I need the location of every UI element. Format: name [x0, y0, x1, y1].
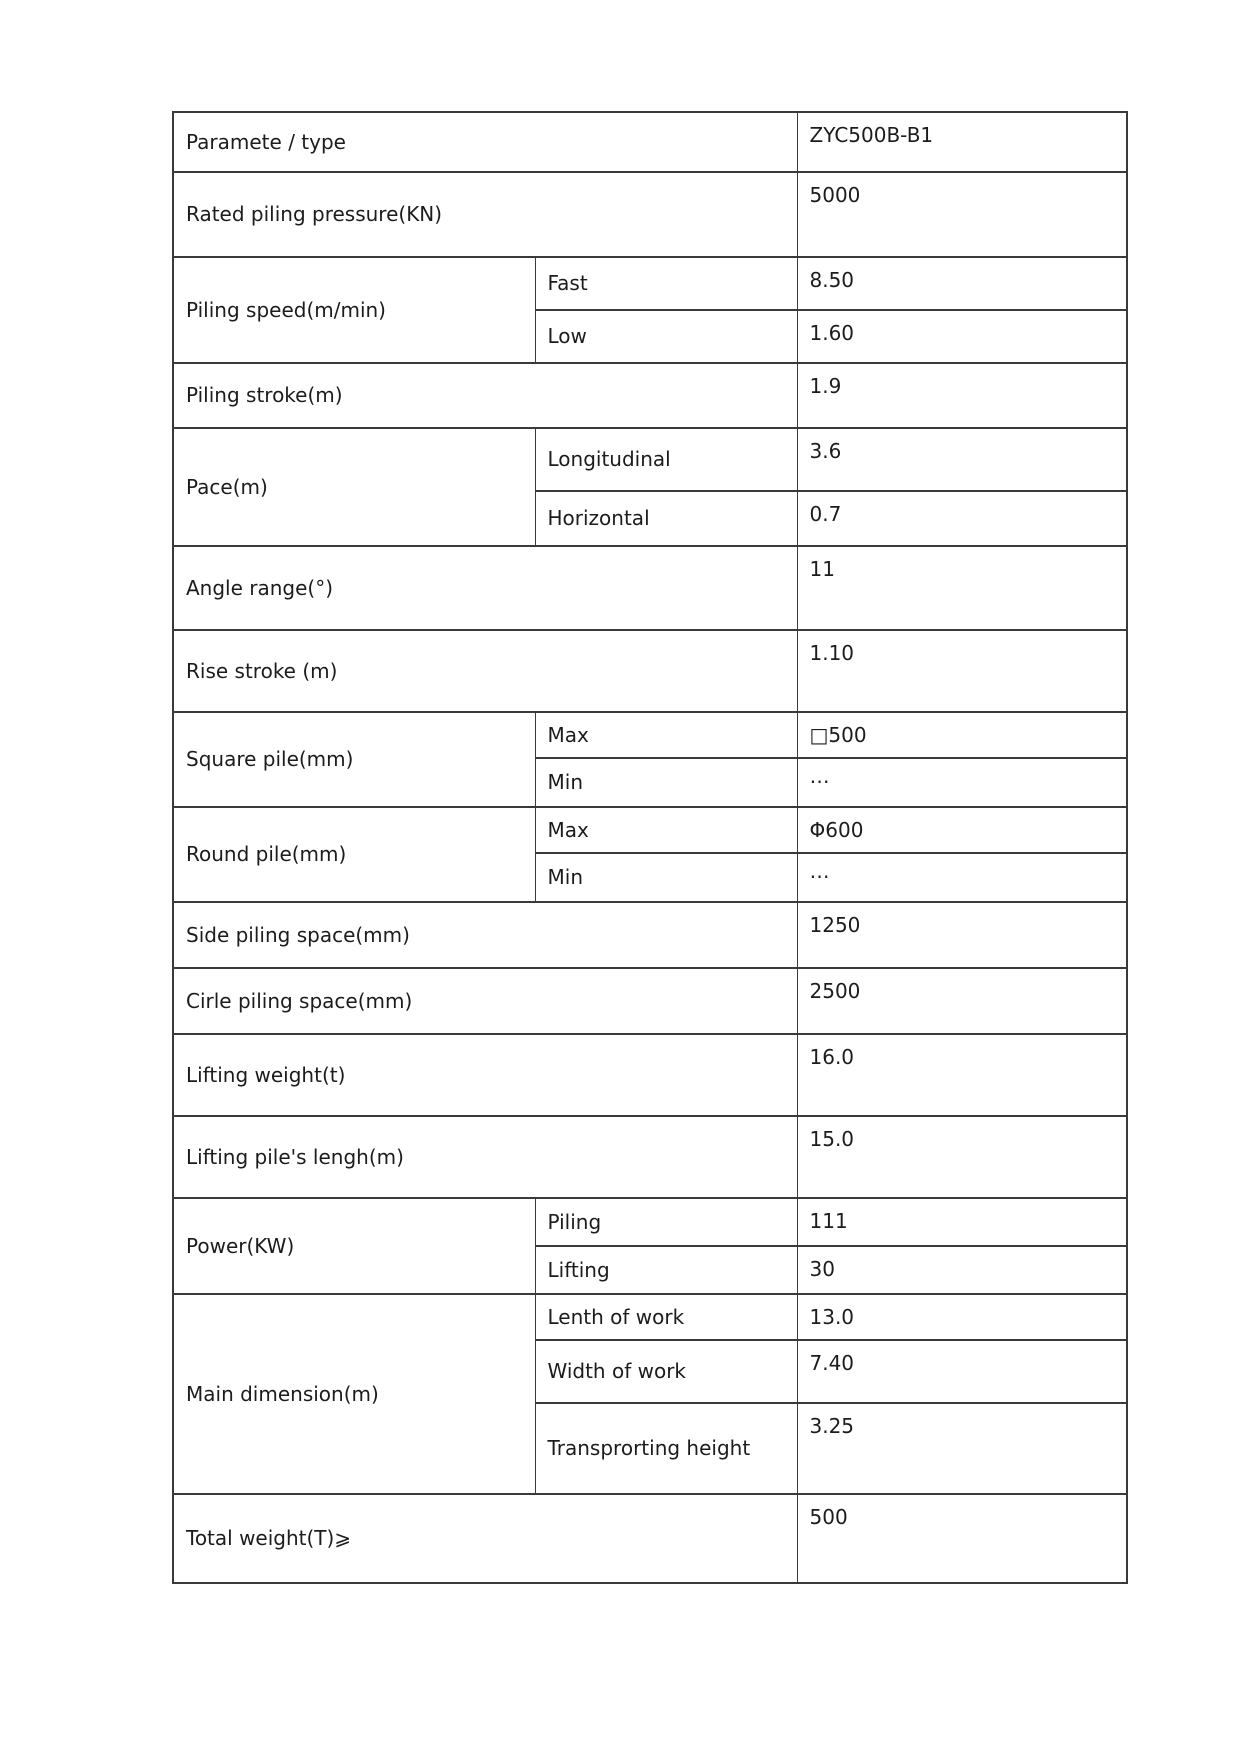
- cell-label-pace: Pace(m): [173, 428, 535, 546]
- cell-label-power: Power(KW): [173, 1198, 535, 1294]
- cell-value-angle-range: 11: [797, 546, 1127, 630]
- cell-label-angle-range: Angle range(°): [173, 546, 797, 630]
- cell-value-lifting-weight: 16.0: [797, 1034, 1127, 1116]
- cell-sub-power-piling: Piling: [535, 1198, 797, 1246]
- cell-value-round-min: ⋯: [797, 853, 1127, 902]
- cell-label-cirle-piling-space: Cirle piling space(mm): [173, 968, 797, 1034]
- cell-value-round-max: Φ600: [797, 807, 1127, 853]
- cell-sub-low: Low: [535, 310, 797, 363]
- cell-value-square-max: □500: [797, 712, 1127, 758]
- cell-sub-round-max: Max: [535, 807, 797, 853]
- cell-value-transporting-height: 3.25: [797, 1403, 1127, 1494]
- cell-label-rated-piling-pressure: Rated piling pressure(KN): [173, 172, 797, 257]
- cell-value-length-of-work: 13.0: [797, 1294, 1127, 1340]
- cell-value-pace-horizontal: 0.7: [797, 491, 1127, 546]
- cell-value-piling-speed-low: 1.60: [797, 310, 1127, 363]
- cell-sub-square-min: Min: [535, 758, 797, 807]
- cell-value-width-of-work: 7.40: [797, 1340, 1127, 1403]
- table-row: [173, 1116, 1127, 1198]
- table-row: [173, 112, 1127, 172]
- table-row: [173, 630, 1127, 712]
- cell-sub-fast: Fast: [535, 257, 797, 310]
- cell-value-cirle-piling-space: 2500: [797, 968, 1127, 1034]
- table-row: [173, 363, 1127, 428]
- cell-sub-width-of-work: Width of work: [535, 1340, 797, 1403]
- cell-value-piling-stroke: 1.9: [797, 363, 1127, 428]
- table-row: [173, 172, 1127, 257]
- cell-sub-longitudinal: Longitudinal: [535, 428, 797, 491]
- table-row: [173, 428, 1127, 491]
- table-row: [173, 1034, 1127, 1116]
- cell-label-square-pile: Square pile(mm): [173, 712, 535, 807]
- cell-label-lifting-pile-length: Lifting pile's lengh(m): [173, 1116, 797, 1198]
- cell-value-lifting-pile-length: 15.0: [797, 1116, 1127, 1198]
- cell-sub-transporting-height: Transprorting height: [535, 1403, 797, 1494]
- cell-label-round-pile: Round pile(mm): [173, 807, 535, 902]
- cell-sub-power-lifting: Lifting: [535, 1246, 797, 1294]
- cell-sub-length-of-work: Lenth of work: [535, 1294, 797, 1340]
- cell-value-model: ZYC500B-B1: [797, 112, 1127, 172]
- table-row: [173, 712, 1127, 758]
- cell-value-pace-longitudinal: 3.6: [797, 428, 1127, 491]
- table-row: [173, 968, 1127, 1034]
- cell-label-lifting-weight: Lifting weight(t): [173, 1034, 797, 1116]
- table-row: [173, 257, 1127, 310]
- cell-label-side-piling-space: Side piling space(mm): [173, 902, 797, 968]
- table-row: [173, 1494, 1127, 1583]
- cell-label-total-weight: Total weight(T)⩾: [173, 1494, 797, 1583]
- cell-value-rise-stroke: 1.10: [797, 630, 1127, 712]
- cell-value-square-min: ⋯: [797, 758, 1127, 807]
- cell-label-main-dimension: Main dimension(m): [173, 1294, 535, 1494]
- spec-table: [172, 111, 1128, 1584]
- cell-label-paramete-type: Paramete / type: [173, 112, 797, 172]
- table-row: [173, 546, 1127, 630]
- cell-label-rise-stroke: Rise stroke (m): [173, 630, 797, 712]
- cell-value-power-piling: 111: [797, 1198, 1127, 1246]
- cell-value-total-weight: 500: [797, 1494, 1127, 1583]
- table-row: [173, 1198, 1127, 1246]
- cell-sub-square-max: Max: [535, 712, 797, 758]
- cell-value-power-lifting: 30: [797, 1246, 1127, 1294]
- cell-value-rated-piling-pressure: 5000: [797, 172, 1127, 257]
- cell-value-piling-speed-fast: 8.50: [797, 257, 1127, 310]
- table-row: [173, 807, 1127, 853]
- cell-sub-horizontal: Horizontal: [535, 491, 797, 546]
- cell-label-piling-speed: Piling speed(m/min): [173, 257, 535, 363]
- cell-sub-round-min: Min: [535, 853, 797, 902]
- cell-label-piling-stroke: Piling stroke(m): [173, 363, 797, 428]
- cell-value-side-piling-space: 1250: [797, 902, 1127, 968]
- table-row: [173, 1294, 1127, 1340]
- table-row: [173, 902, 1127, 968]
